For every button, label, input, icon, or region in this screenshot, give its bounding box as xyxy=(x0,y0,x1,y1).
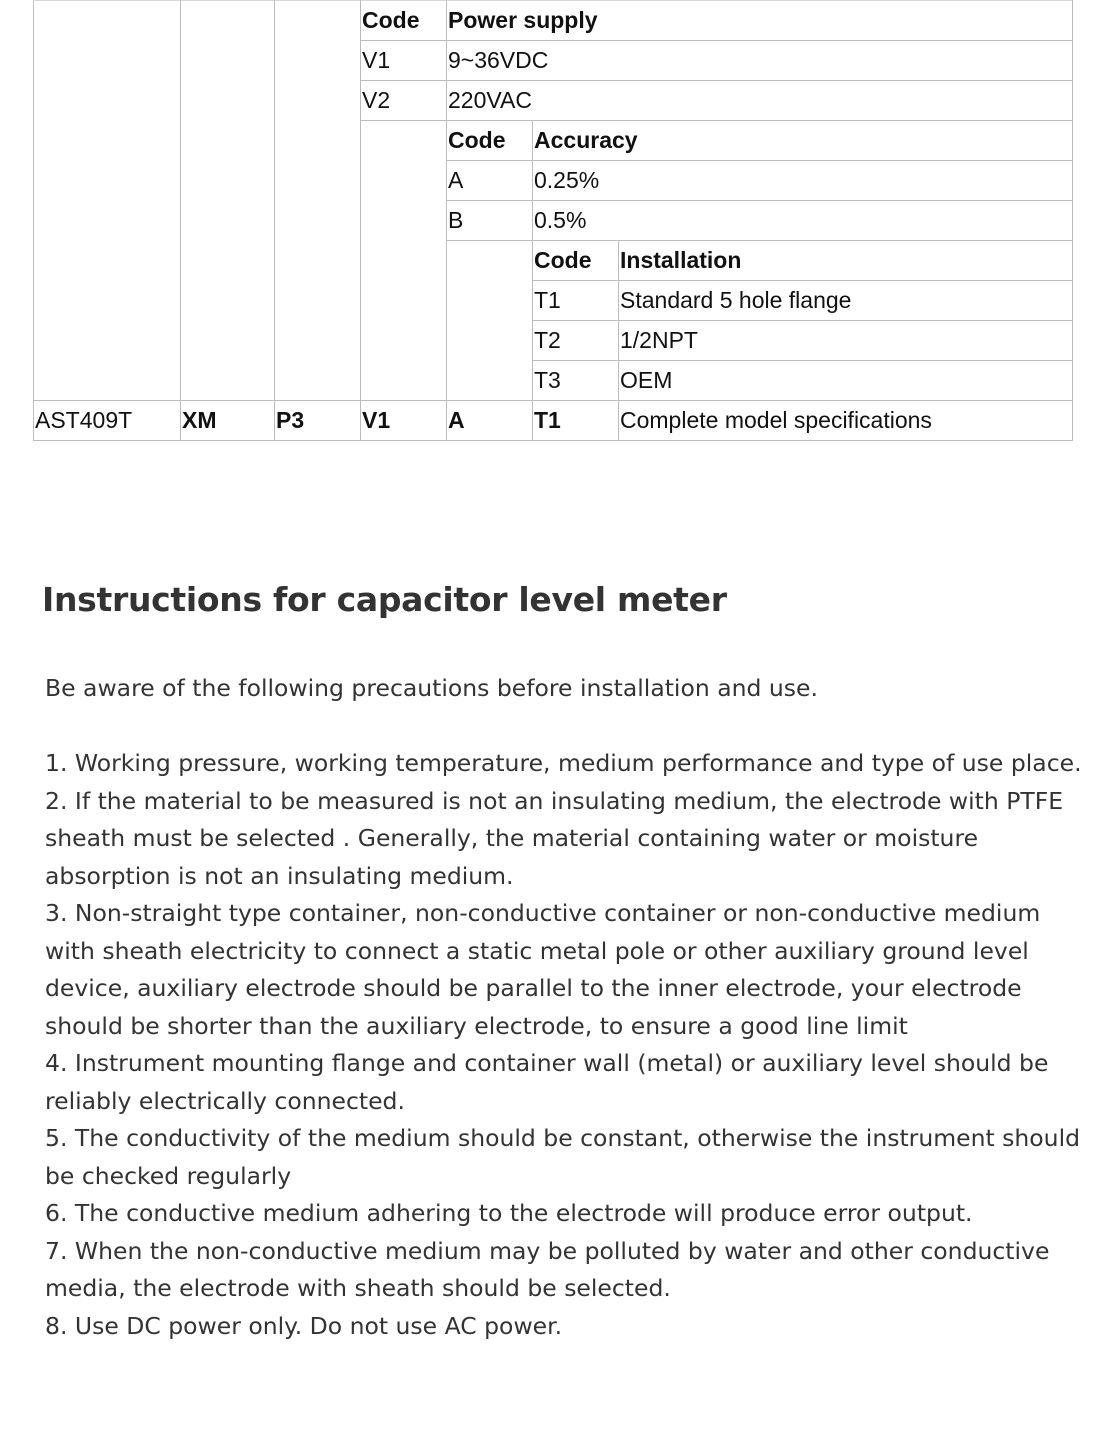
model-row xyxy=(34,401,1073,441)
model-code-cell: P3 xyxy=(275,401,361,441)
table-cell-empty xyxy=(447,241,533,401)
installation-value-cell: 1/2NPT xyxy=(619,321,1073,361)
model-code-cell: A xyxy=(447,401,533,441)
accuracy-value-cell: 0.5% xyxy=(533,201,1073,241)
accuracy-code-cell: B xyxy=(447,201,533,241)
installation-code-cell: T2 xyxy=(533,321,619,361)
table-cell-empty xyxy=(34,1,181,401)
precautions-list xyxy=(45,745,1090,1345)
power-code-header: Code xyxy=(361,1,447,41)
power-value-cell: 9~36VDC xyxy=(447,41,1073,81)
list-item: 7. When the non-conductive medium may be polluted by water and other conductive media, the electrode with sheath should be selected. xyxy=(45,1236,1050,1302)
list-item: 8. Use DC power only. Do not use AC power. xyxy=(45,1311,563,1340)
list-item: 4. Instrument mounting flange and container wall (metal) or auxiliary level should be reliably electrically connected. xyxy=(45,1049,1049,1115)
list-item: 2. If the material to be measured is not an insulating medium, the electrode with PTFE sheath must be selected . Generally, the material containing water or moisture absorption is not an insulating medium. xyxy=(45,786,1064,890)
accuracy-header: Accuracy xyxy=(533,121,1073,161)
power-code-cell: V2 xyxy=(361,81,447,121)
installation-value-cell: Standard 5 hole flange xyxy=(619,281,1073,321)
installation-code-cell: T1 xyxy=(533,281,619,321)
list-item: 3. Non-straight type container, non-conductive container or non-conductive medium with sheath electricity to connect a static metal pole or other auxiliary ground level device, auxiliary electrode should be parallel to the inner electrode, your electrode should be shorter than the auxiliary electrode, to ensure a good line limit xyxy=(45,899,1041,1040)
installation-code-header: Code xyxy=(533,241,619,281)
table-row xyxy=(34,1,1073,41)
model-code-cell: V1 xyxy=(361,401,447,441)
installation-code-cell: T3 xyxy=(533,361,619,401)
section-title: Instructions for capacitor level meter xyxy=(42,580,727,619)
installation-header: Installation xyxy=(619,241,1073,281)
table-cell-empty xyxy=(181,1,275,401)
model-label-cell: Complete model specifications xyxy=(619,401,1073,441)
power-supply-header: Power supply xyxy=(447,1,1073,41)
model-selection-table xyxy=(33,0,1073,441)
list-item: 5. The conductivity of the medium should be constant, otherwise the instrument should be checked regularly xyxy=(45,1124,1081,1190)
intro-paragraph: Be aware of the following precautions before installation and use. xyxy=(45,674,818,702)
accuracy-value-cell: 0.25% xyxy=(533,161,1073,201)
list-item: 1. Working pressure, working temperature, medium performance and type of use place. xyxy=(45,749,1082,777)
accuracy-code-cell: A xyxy=(447,161,533,201)
power-value-cell: 220VAC xyxy=(447,81,1073,121)
model-cell: AST409T xyxy=(34,401,181,441)
installation-value-cell: OEM xyxy=(619,361,1073,401)
list-item: 6. The conductive medium adhering to the electrode will produce error output. xyxy=(45,1199,973,1227)
table-cell-empty xyxy=(361,121,447,401)
accuracy-code-header: Code xyxy=(447,121,533,161)
model-code-cell: XM xyxy=(181,401,275,441)
table-cell-empty xyxy=(275,1,361,401)
power-code-cell: V1 xyxy=(361,41,447,81)
model-code-cell: T1 xyxy=(533,401,619,441)
